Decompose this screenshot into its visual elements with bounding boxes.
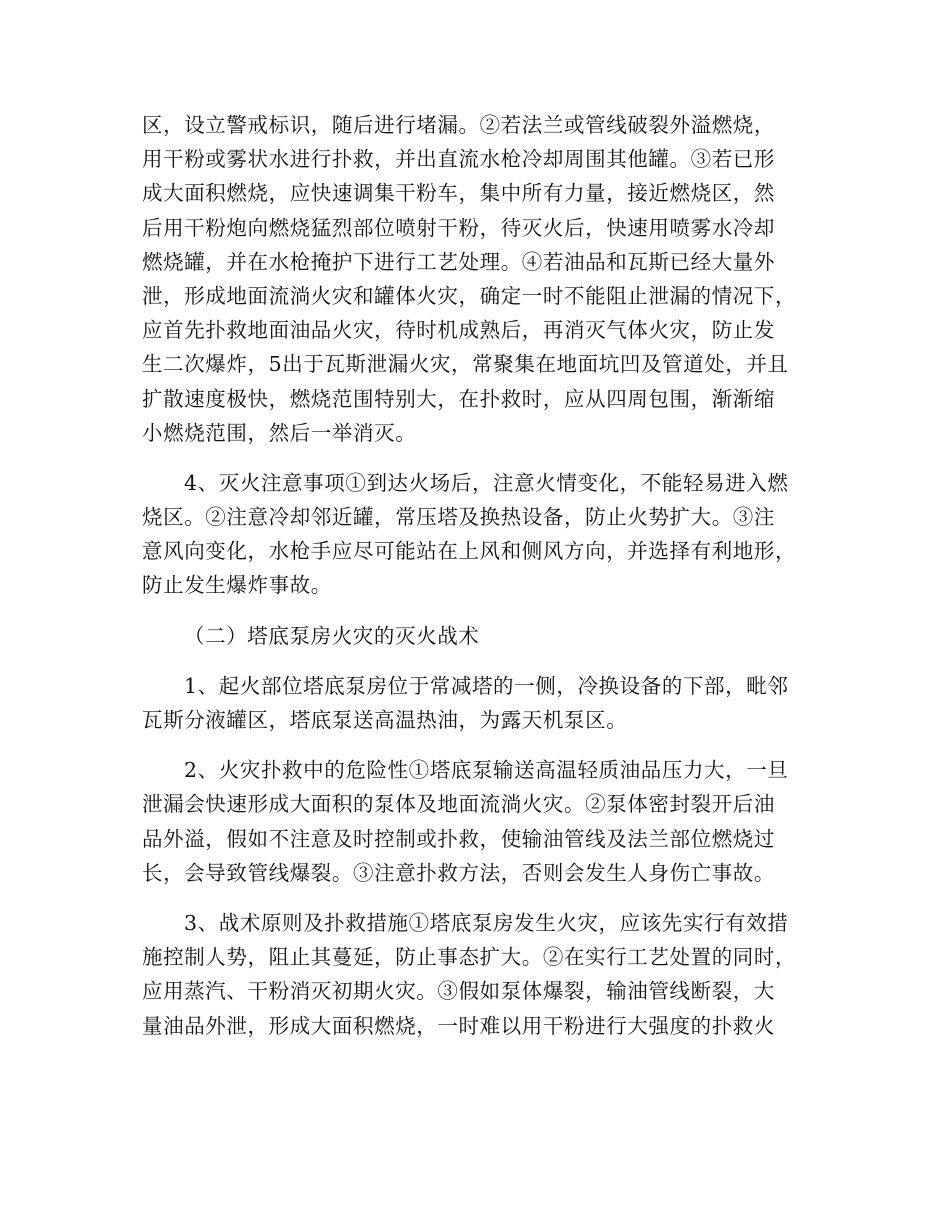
text-line: 烧区。②注意冷却邻近罐，常压塔及换热设备，防止火势扩大。③注	[142, 505, 775, 530]
paragraph-gap	[142, 653, 812, 669]
text-line: 瓦斯分液罐区，塔底泵送高温热油，为露天机泵区。	[142, 708, 628, 732]
section-heading	[142, 619, 812, 653]
text-line: 应首先扑救地面油品火灾，待时机成熟后，再消灭气体火灾，防止发	[142, 318, 775, 343]
text-line: 1、起火部位塔底泵房位于常减塔的一侧，冷换设备的下部，毗邻	[184, 673, 789, 698]
text-line: 长，会导致管线爆裂。③注意扑救方法，否则会发生人身伤亡事故。	[142, 860, 775, 885]
paragraph-gap	[142, 890, 812, 906]
paragraph-precautions	[142, 466, 812, 603]
text-line: 成大面积燃烧，应快速调集干粉车，集中所有力量，接近燃烧区，然	[142, 181, 775, 206]
paragraph-gap	[142, 603, 812, 619]
text-line: 燃烧罐，并在水枪掩护下进行工艺处理。④若油品和瓦斯已经大量外	[142, 249, 775, 274]
paragraph-fire-location	[142, 669, 812, 737]
paragraph-continued-fire-tactics	[142, 108, 812, 450]
text-line: 应用蒸汽、干粉消灭初期火灾。③假如泵体爆裂，输油管线断裂，大	[142, 979, 775, 1004]
text-line: 3、战术原则及扑救措施①塔底泵房发生火灾，应该先实行有效措	[184, 910, 789, 935]
section-title: （二）塔底泵房火灾的灭火战术	[184, 623, 480, 648]
text-line: 量油品外泄，形成大面积燃烧，一时难以用干粉进行大强度的扑救火	[142, 1013, 775, 1038]
text-line: 后用干粉炮向燃烧猛烈部位喷射干粉，待灭火后，快速用喷雾水冷却	[142, 215, 775, 240]
text-line: 泄漏会快速形成大面积的泵体及地面流淌火灾。②泵体密封裂开后油	[142, 792, 775, 817]
text-line: 2、火灾扑救中的危险性①塔底泵输送高温轻质油品压力大，一旦	[184, 758, 789, 783]
text-line: 施控制人势，阻止其蔓延，防止事态扩大。②在实行工艺处置的同时，	[142, 945, 797, 970]
text-line: 意风向变化，水枪手应尽可能站在上风和侧风方向，并选择有利地形，	[142, 539, 797, 564]
paragraph-tactics	[142, 906, 812, 1043]
text-line: 防止发生爆炸事故。	[142, 573, 332, 598]
paragraph-gap	[142, 737, 812, 753]
text-line: 4、灭火注意事项①到达火场后，注意火情变化，不能轻易进入燃	[184, 470, 789, 495]
paragraph-gap	[142, 450, 812, 466]
paragraph-dangers	[142, 753, 812, 890]
text-line: 扩散速度极快，燃烧范围特别大，在扑救时，应从四周包围，渐渐缩	[142, 386, 775, 411]
text-line: 区，设立警戒标识，随后进行堵漏。②若法兰或管线破裂外溢燃烧，	[142, 113, 775, 137]
text-line: 小燃烧范围，然后一举消灭。	[142, 420, 417, 445]
text-line: 生二次爆炸，5出于瓦斯泄漏火灾，常聚集在地面坑凹及管道处，并且	[142, 352, 789, 377]
body-text	[142, 108, 812, 1043]
text-line: 泄，形成地面流淌火灾和罐体火灾，确定一时不能阻止泄漏的情况下，	[142, 283, 797, 308]
text-line: 品外溢，假如不注意及时控制或扑救，使输油管线及法兰部位燃烧过	[142, 826, 775, 851]
text-line: 用干粉或雾状水进行扑救，并出直流水枪冷却周围其他罐。③若已形	[142, 147, 775, 172]
